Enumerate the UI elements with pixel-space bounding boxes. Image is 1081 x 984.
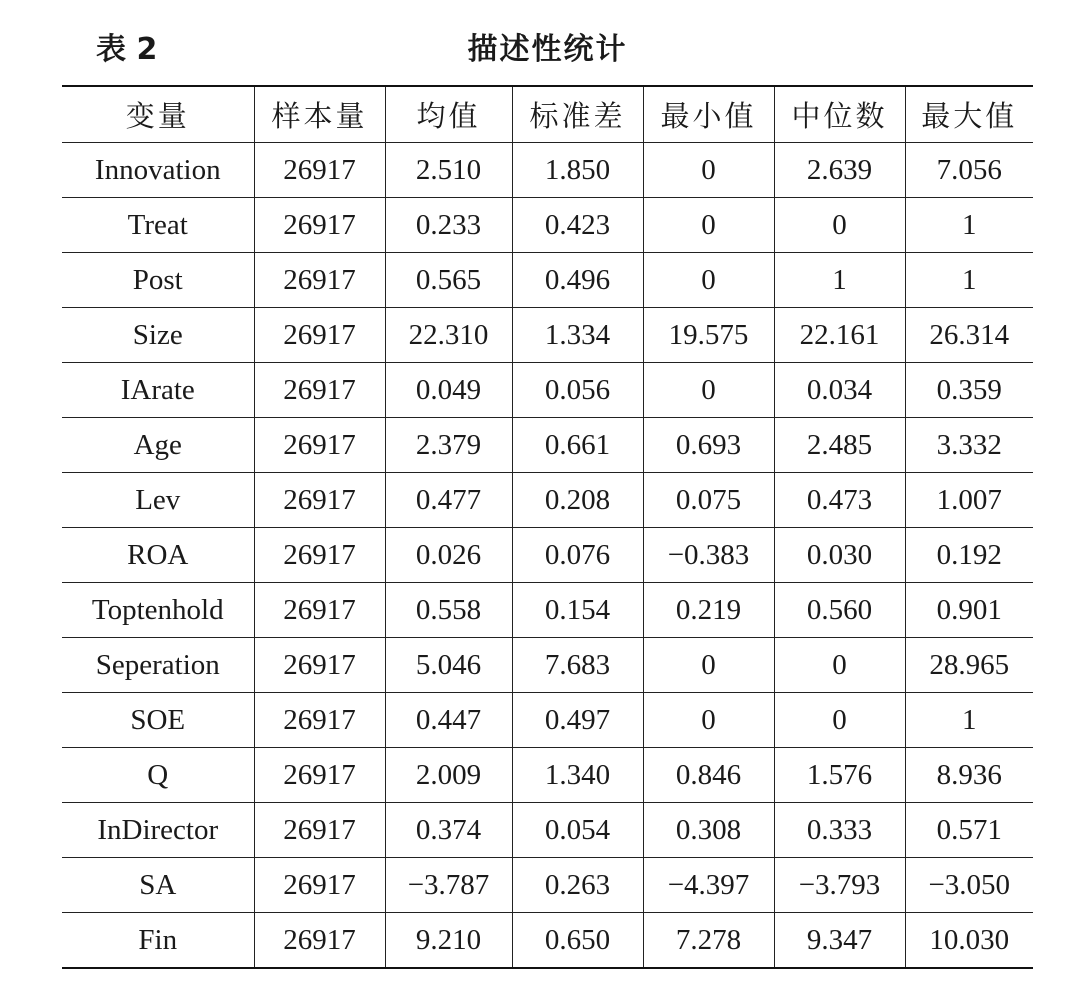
cell-median: 1 bbox=[774, 253, 905, 308]
cell-std-dev: 0.496 bbox=[512, 253, 643, 308]
cell-mean: 22.310 bbox=[385, 308, 512, 363]
cell-median: 0.030 bbox=[774, 528, 905, 583]
table-row bbox=[62, 638, 1033, 693]
cell-mean: 5.046 bbox=[385, 638, 512, 693]
cell-variable: Fin bbox=[62, 913, 254, 969]
table-body bbox=[62, 143, 1033, 969]
table-row bbox=[62, 913, 1033, 969]
cell-variable: Size bbox=[62, 308, 254, 363]
cell-min: 0.693 bbox=[643, 418, 774, 473]
cell-max: −3.050 bbox=[905, 858, 1033, 913]
cell-sample-size: 26917 bbox=[254, 528, 385, 583]
cell-std-dev: 1.340 bbox=[512, 748, 643, 803]
cell-median: −3.793 bbox=[774, 858, 905, 913]
table-row bbox=[62, 418, 1033, 473]
cell-std-dev: 0.263 bbox=[512, 858, 643, 913]
cell-variable: Post bbox=[62, 253, 254, 308]
cell-max: 0.571 bbox=[905, 803, 1033, 858]
header-median: 中位数 bbox=[774, 86, 905, 143]
cell-min: 0 bbox=[643, 638, 774, 693]
cell-median: 0.034 bbox=[774, 363, 905, 418]
cell-mean: −3.787 bbox=[385, 858, 512, 913]
cell-max: 1 bbox=[905, 198, 1033, 253]
cell-mean: 0.565 bbox=[385, 253, 512, 308]
cell-std-dev: 1.850 bbox=[512, 143, 643, 198]
header-std-dev: 标准差 bbox=[512, 86, 643, 143]
header-mean: 均值 bbox=[385, 86, 512, 143]
cell-max: 1 bbox=[905, 693, 1033, 748]
cell-variable: ROA bbox=[62, 528, 254, 583]
cell-min: 0.308 bbox=[643, 803, 774, 858]
cell-variable: InDirector bbox=[62, 803, 254, 858]
table-row bbox=[62, 748, 1033, 803]
header-max: 最大值 bbox=[905, 86, 1033, 143]
cell-mean: 9.210 bbox=[385, 913, 512, 969]
cell-mean: 0.558 bbox=[385, 583, 512, 638]
table-row bbox=[62, 473, 1033, 528]
cell-max: 8.936 bbox=[905, 748, 1033, 803]
cell-std-dev: 7.683 bbox=[512, 638, 643, 693]
cell-variable: Q bbox=[62, 748, 254, 803]
cell-mean: 2.510 bbox=[385, 143, 512, 198]
cell-min: 0 bbox=[643, 693, 774, 748]
cell-variable: SA bbox=[62, 858, 254, 913]
table-title: 描述性统计 bbox=[467, 32, 628, 67]
table-row bbox=[62, 803, 1033, 858]
cell-variable: Age bbox=[62, 418, 254, 473]
cell-sample-size: 26917 bbox=[254, 363, 385, 418]
cell-mean: 0.447 bbox=[385, 693, 512, 748]
cell-min: −4.397 bbox=[643, 858, 774, 913]
cell-sample-size: 26917 bbox=[254, 473, 385, 528]
descriptive-statistics-table bbox=[62, 85, 1033, 969]
cell-mean: 2.009 bbox=[385, 748, 512, 803]
cell-median: 22.161 bbox=[774, 308, 905, 363]
table-caption bbox=[62, 28, 1033, 72]
cell-median: 0.333 bbox=[774, 803, 905, 858]
header-variable: 变量 bbox=[62, 86, 254, 143]
table-row bbox=[62, 253, 1033, 308]
cell-variable: IArate bbox=[62, 363, 254, 418]
cell-variable: Lev bbox=[62, 473, 254, 528]
cell-mean: 2.379 bbox=[385, 418, 512, 473]
cell-max: 10.030 bbox=[905, 913, 1033, 969]
cell-sample-size: 26917 bbox=[254, 638, 385, 693]
cell-median: 2.639 bbox=[774, 143, 905, 198]
cell-std-dev: 0.423 bbox=[512, 198, 643, 253]
cell-std-dev: 0.650 bbox=[512, 913, 643, 969]
cell-sample-size: 26917 bbox=[254, 253, 385, 308]
cell-max: 28.965 bbox=[905, 638, 1033, 693]
table-row bbox=[62, 583, 1033, 638]
cell-median: 9.347 bbox=[774, 913, 905, 969]
cell-mean: 0.233 bbox=[385, 198, 512, 253]
header-min: 最小值 bbox=[643, 86, 774, 143]
cell-min: 0 bbox=[643, 363, 774, 418]
cell-std-dev: 0.076 bbox=[512, 528, 643, 583]
cell-sample-size: 26917 bbox=[254, 748, 385, 803]
cell-median: 0 bbox=[774, 198, 905, 253]
cell-variable: Toptenhold bbox=[62, 583, 254, 638]
cell-variable: Seperation bbox=[62, 638, 254, 693]
table-header-row bbox=[62, 86, 1033, 143]
cell-std-dev: 0.661 bbox=[512, 418, 643, 473]
cell-variable: Treat bbox=[62, 198, 254, 253]
cell-sample-size: 26917 bbox=[254, 583, 385, 638]
cell-median: 0.560 bbox=[774, 583, 905, 638]
cell-mean: 0.049 bbox=[385, 363, 512, 418]
cell-min: 0 bbox=[643, 143, 774, 198]
cell-median: 2.485 bbox=[774, 418, 905, 473]
cell-std-dev: 0.497 bbox=[512, 693, 643, 748]
cell-std-dev: 1.334 bbox=[512, 308, 643, 363]
cell-std-dev: 0.054 bbox=[512, 803, 643, 858]
cell-median: 0 bbox=[774, 638, 905, 693]
table-row bbox=[62, 528, 1033, 583]
cell-max: 1.007 bbox=[905, 473, 1033, 528]
cell-mean: 0.374 bbox=[385, 803, 512, 858]
table-row bbox=[62, 143, 1033, 198]
header-sample-size: 样本量 bbox=[254, 86, 385, 143]
cell-max: 0.192 bbox=[905, 528, 1033, 583]
cell-min: 0 bbox=[643, 198, 774, 253]
cell-median: 1.576 bbox=[774, 748, 905, 803]
cell-median: 0.473 bbox=[774, 473, 905, 528]
cell-std-dev: 0.208 bbox=[512, 473, 643, 528]
table-row bbox=[62, 198, 1033, 253]
cell-sample-size: 26917 bbox=[254, 913, 385, 969]
cell-sample-size: 26917 bbox=[254, 143, 385, 198]
cell-min: 0.219 bbox=[643, 583, 774, 638]
cell-std-dev: 0.056 bbox=[512, 363, 643, 418]
cell-variable: SOE bbox=[62, 693, 254, 748]
cell-mean: 0.477 bbox=[385, 473, 512, 528]
table-row bbox=[62, 363, 1033, 418]
cell-min: −0.383 bbox=[643, 528, 774, 583]
cell-mean: 0.026 bbox=[385, 528, 512, 583]
cell-sample-size: 26917 bbox=[254, 693, 385, 748]
cell-min: 7.278 bbox=[643, 913, 774, 969]
cell-median: 0 bbox=[774, 693, 905, 748]
cell-max: 26.314 bbox=[905, 308, 1033, 363]
cell-max: 0.359 bbox=[905, 363, 1033, 418]
cell-min: 0.075 bbox=[643, 473, 774, 528]
table-row bbox=[62, 308, 1033, 363]
cell-sample-size: 26917 bbox=[254, 803, 385, 858]
cell-min: 19.575 bbox=[643, 308, 774, 363]
cell-max: 0.901 bbox=[905, 583, 1033, 638]
cell-max: 3.332 bbox=[905, 418, 1033, 473]
cell-sample-size: 26917 bbox=[254, 308, 385, 363]
cell-sample-size: 26917 bbox=[254, 418, 385, 473]
cell-sample-size: 26917 bbox=[254, 858, 385, 913]
cell-max: 1 bbox=[905, 253, 1033, 308]
cell-max: 7.056 bbox=[905, 143, 1033, 198]
cell-min: 0 bbox=[643, 253, 774, 308]
table-row bbox=[62, 693, 1033, 748]
cell-min: 0.846 bbox=[643, 748, 774, 803]
table-row bbox=[62, 858, 1033, 913]
cell-std-dev: 0.154 bbox=[512, 583, 643, 638]
cell-sample-size: 26917 bbox=[254, 198, 385, 253]
table-number: 表 2 bbox=[96, 32, 158, 67]
cell-variable: Innovation bbox=[62, 143, 254, 198]
